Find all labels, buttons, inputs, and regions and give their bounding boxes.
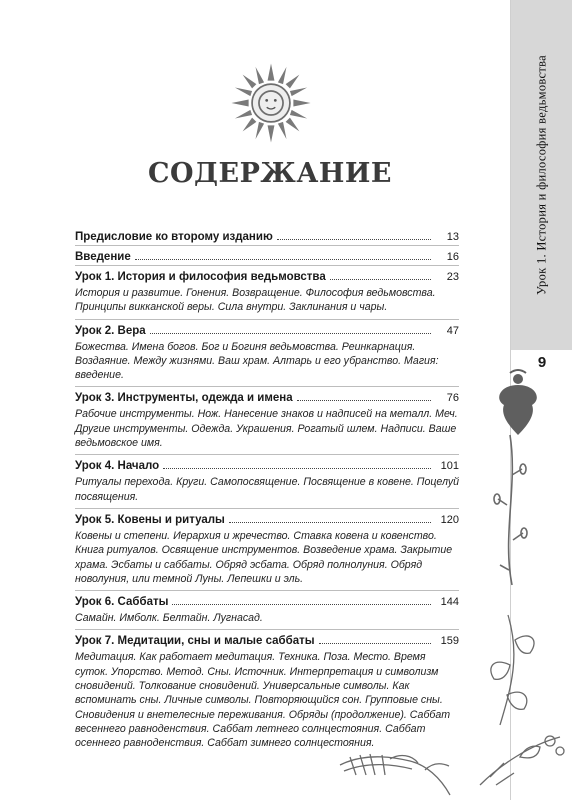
sun-emblem-icon [228, 60, 314, 146]
divider [75, 590, 459, 591]
toc-entry-lesson-5 [75, 512, 459, 591]
toc-entry-title: История и философия ведьмовства [117, 271, 326, 283]
toc-entry-description: Медитация. Как работает медитация. Техника. Поза. Место. Время суток. Упорство. Метод. Сны. Источник. Интерпретация и символизм сновидений. Толкование сновидений. Универсальные символы. Как вспоминать сны. Личные символы. Повторяющийся сон. Групповые сны. Сновидения и внетелесные переживания. Обряды (продолжение). Саббат весеннего равноденствия. Саббат летнего солнцестояния. Саббат осеннего равноденствия. Саббат зимнего солнцестояния. [75, 651, 451, 750]
table-of-contents [75, 229, 459, 755]
dot-leader [150, 333, 431, 334]
toc-entry-title: Ковены и ритуалы [117, 513, 225, 526]
dot-leader [297, 400, 431, 401]
running-title-band [511, 0, 572, 350]
toc-entry-lesson-1 [75, 269, 459, 320]
divider [75, 319, 459, 320]
page-title: СОДЕРЖАНИЕ [148, 158, 392, 189]
dot-leader [163, 468, 431, 469]
toc-entry-page: 13 [446, 231, 459, 243]
dot-leader [172, 604, 431, 605]
dot-leader [319, 643, 431, 644]
lesson-number: Урок 3. [75, 392, 115, 405]
lesson-number: Урок 4. [75, 460, 115, 473]
lesson-number: Урок 5. [75, 513, 115, 526]
toc-entry-title: Введение [75, 251, 131, 263]
toc-entry-lesson-4 [75, 458, 459, 509]
divider [75, 454, 459, 455]
lesson-number: Урок 2. [75, 324, 115, 337]
divider [75, 245, 459, 246]
divider [75, 265, 459, 266]
toc-entry-intro [75, 249, 459, 266]
flower-bundle-icon [480, 736, 564, 785]
toc-entry-title: Медитации, сны и малые саббаты [117, 635, 315, 648]
toc-entry-description: Рабочие инструменты. Нож. Нанесение знаков и надписей на металл. Меч. Другие инструменты. Одежда. Украшения. Рогатый шлем. Надписи. Ваше ведьмовское имя. [75, 408, 458, 450]
toc-entry-lesson-3 [75, 390, 459, 455]
toc-entry-title: Начало [117, 460, 160, 473]
toc-entry-page: 159 [440, 635, 459, 648]
toc-entry-lesson-6 [75, 594, 459, 630]
toc-entry-description: История и развитие. Гонения. Возвращение. Философия ведьмовства. Принципы викканской веры. Сила внутри. Заклинания и чары. [75, 287, 436, 314]
dot-leader [277, 239, 431, 240]
toc-entry-title: Инструменты, одежда и имена [117, 392, 293, 405]
toc-entry-page: 144 [440, 596, 459, 609]
toc-entry-description: Ковены и степени. Иерархия и жречество. Ставка ковена и ковенство. Книга ритуалов. Освящение инструментов. Возведение храма. Закрытие храма. Эсбаты и саббаты. Обряд эсбата. Обряд полнолуния. Обряд новолуния, или темной Луны. Лепешки и эль. [75, 529, 453, 585]
dot-leader [229, 522, 431, 523]
toc-entry-page: 23 [446, 271, 459, 283]
divider [75, 386, 459, 387]
toc-entry-title: Саббаты [117, 596, 169, 609]
botanical-margin-illustration [460, 365, 572, 800]
toc-entry-description: Божества. Имена богов. Бог и Богиня ведьмовства. Реинкарнация. Воздаяние. Между жизнями. Ваш храм. Алтарь и его убранство. Магия: введение. [75, 340, 439, 382]
dot-leader [135, 259, 431, 260]
lesson-number: Урок 7. [75, 635, 115, 648]
toc-entry-preface [75, 229, 459, 246]
toc-entry-title: Вера [117, 324, 146, 337]
toc-entry-page: 16 [446, 251, 459, 263]
goddess-figure-icon [499, 370, 537, 435]
toc-entry-page: 76 [446, 392, 459, 405]
toc-entry-page: 120 [440, 513, 459, 526]
dot-leader [330, 279, 431, 280]
lesson-number: Урок 6. [75, 596, 115, 609]
herb-sprig-icon [491, 615, 534, 725]
herb-bundle-illustration [330, 725, 470, 800]
toc-entry-page: 47 [446, 324, 459, 337]
toc-entry-description: Самайн. Имболк. Белтайн. Лугнасад. [75, 612, 263, 625]
twig-icon [494, 435, 527, 585]
toc-entry-title: Предисловие ко второму изданию [75, 231, 273, 243]
page-number: 9 [537, 354, 547, 371]
lesson-number: Урок 1. [75, 271, 115, 283]
running-title: Урок 1. История и философия ведьмовства [534, 54, 549, 296]
toc-entry-lesson-2 [75, 323, 459, 388]
toc-entry-description: Ритуалы перехода. Круги. Самопосвящение. Посвящение в ковене. Поцелуй посвящения. [75, 476, 460, 503]
toc-entry-page: 101 [440, 460, 459, 473]
divider [75, 629, 459, 630]
divider [75, 508, 459, 509]
